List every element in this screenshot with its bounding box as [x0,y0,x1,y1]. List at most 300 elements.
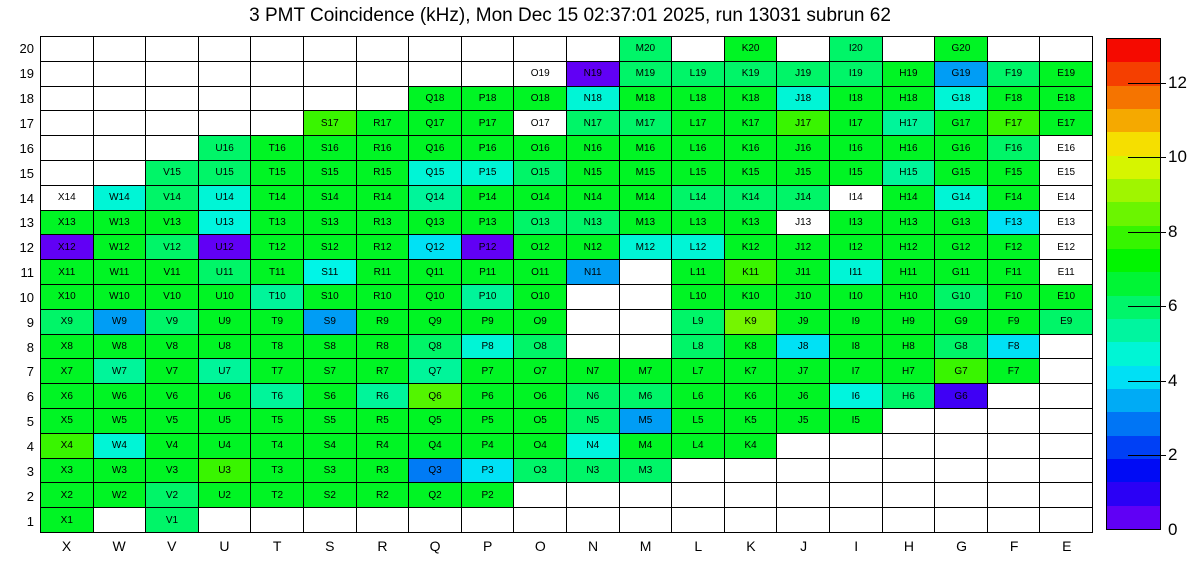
heatmap-cell [145,135,198,160]
heatmap-cell [619,309,672,334]
column-label: S [325,538,335,554]
heatmap-cell: M18 [619,86,672,111]
heatmap-cell [724,458,777,483]
heatmap-cell: H8 [882,334,935,359]
heatmap-cell: U7 [198,358,251,383]
heatmap-cell: H14 [882,185,935,210]
heatmap-cell [303,507,356,532]
heatmap-cell: J11 [776,259,829,284]
heatmap-cell [93,507,146,532]
heatmap-cell [619,482,672,507]
heatmap-cell: J13 [776,210,829,235]
heatmap-cell [40,86,93,111]
heatmap-cell: X4 [40,433,93,458]
heatmap-cell: I6 [829,383,882,408]
heatmap-cell: L7 [671,358,724,383]
heatmap-cell [198,61,251,86]
heatmap-cell: L18 [671,86,724,111]
heatmap-cell [671,36,724,61]
heatmap-cell: Q6 [408,383,461,408]
column-label: K [746,538,756,554]
heatmap-cell: V14 [145,185,198,210]
heatmap-cell [934,482,987,507]
heatmap-cell: J9 [776,309,829,334]
heatmap-cell: S13 [303,210,356,235]
heatmap-cell: T14 [250,185,303,210]
heatmap-cell: L12 [671,234,724,259]
column-label: G [956,538,967,554]
heatmap-cell: Q3 [408,458,461,483]
heatmap-cell [198,110,251,135]
heatmap-cell: E11 [1039,259,1092,284]
heatmap-cell [250,36,303,61]
heatmap-cell [461,36,514,61]
colorbar-band [1107,179,1160,202]
heatmap-cell: I12 [829,234,882,259]
heatmap-cell: Q4 [408,433,461,458]
heatmap-cell: G9 [934,309,987,334]
heatmap-cell: L17 [671,110,724,135]
colorbar-tick-label: 0 [1168,520,1178,539]
heatmap-cell: R7 [356,358,409,383]
heatmap-cell: X12 [40,234,93,259]
heatmap-cell: S12 [303,234,356,259]
heatmap-cell [987,507,1040,532]
heatmap-cell: R12 [356,234,409,259]
heatmap-cell: J7 [776,358,829,383]
heatmap-cell: M13 [619,210,672,235]
heatmap-cell [93,61,146,86]
heatmap-cell: R17 [356,110,409,135]
heatmap-cell: L14 [671,185,724,210]
heatmap-cell: H9 [882,309,935,334]
heatmap-cell: I16 [829,135,882,160]
heatmap-cell [145,86,198,111]
heatmap-cell: J17 [776,110,829,135]
heatmap-cell: X13 [40,210,93,235]
heatmap-cell: M17 [619,110,672,135]
heatmap-cell: W5 [93,408,146,433]
colorbar-band [1107,366,1160,389]
row-label: 18 [19,91,34,107]
heatmap-cell: N19 [566,61,619,86]
colorbar-band [1107,506,1160,529]
heatmap-cell: N11 [566,259,619,284]
heatmap-cell: L15 [671,160,724,185]
heatmap-cell: E19 [1039,61,1092,86]
row-label: 10 [19,289,34,305]
heatmap-cell [303,36,356,61]
heatmap-cell [1039,36,1092,61]
heatmap-cell: J19 [776,61,829,86]
heatmap-cell: H13 [882,210,935,235]
heatmap-cell: N3 [566,458,619,483]
heatmap-cell: W10 [93,284,146,309]
heatmap-cell: S6 [303,383,356,408]
heatmap-cell: N17 [566,110,619,135]
heatmap-cell [408,36,461,61]
heatmap-cell: O4 [513,433,566,458]
heatmap-cell: S11 [303,259,356,284]
heatmap-cell: O5 [513,408,566,433]
row-label: 19 [19,66,34,82]
heatmap-cell [882,36,935,61]
heatmap-cell: O8 [513,334,566,359]
heatmap-cell [1039,458,1092,483]
heatmap-cell: O13 [513,210,566,235]
heatmap-cell: F14 [987,185,1040,210]
heatmap-cell: K11 [724,259,777,284]
column-label: W [112,538,126,554]
heatmap-cell: W13 [93,210,146,235]
heatmap-cell: X6 [40,383,93,408]
heatmap-cell: N14 [566,185,619,210]
heatmap-cell: M20 [619,36,672,61]
heatmap-cell: E16 [1039,135,1092,160]
colorbar-band [1107,132,1160,155]
heatmap-cell: F9 [987,309,1040,334]
heatmap-cell: G11 [934,259,987,284]
heatmap-cell: M15 [619,160,672,185]
heatmap-cell [303,61,356,86]
heatmap-cell: P7 [461,358,514,383]
heatmap-cell: T13 [250,210,303,235]
heatmap-cell: Q13 [408,210,461,235]
heatmap-cell [776,433,829,458]
heatmap-cell: Q16 [408,135,461,160]
colorbar-band [1107,156,1160,179]
colorbar-tick-label: 4 [1168,370,1178,390]
heatmap-cell: J12 [776,234,829,259]
column-label: Q [429,538,441,554]
heatmap-cell: Q2 [408,482,461,507]
heatmap-cell: Q18 [408,86,461,111]
heatmap-cell: E18 [1039,86,1092,111]
heatmap-cell [619,334,672,359]
colorbar-band [1107,482,1160,505]
heatmap-cell: P8 [461,334,514,359]
heatmap-cell: E14 [1039,185,1092,210]
heatmap-cell [934,433,987,458]
heatmap-cell: P16 [461,135,514,160]
heatmap-cell: O16 [513,135,566,160]
heatmap-cell: O12 [513,234,566,259]
heatmap-cell: T9 [250,309,303,334]
heatmap-cell [987,433,1040,458]
heatmap-cell: F8 [987,334,1040,359]
heatmap-cell [987,408,1040,433]
heatmap-cell: H19 [882,61,935,86]
row-label: 2 [26,488,34,504]
heatmap-cell: L4 [671,433,724,458]
heatmap-cell: V6 [145,383,198,408]
heatmap-cell: S8 [303,334,356,359]
row-label: 20 [19,41,34,57]
heatmap-cell [356,36,409,61]
heatmap-cell: U2 [198,482,251,507]
heatmap-cell: F19 [987,61,1040,86]
row-label: 6 [26,389,34,405]
heatmap-cell: J5 [776,408,829,433]
row-label: 14 [19,190,34,206]
heatmap-cell [93,135,146,160]
heatmap-cell: V12 [145,234,198,259]
heatmap-cell: U16 [198,135,251,160]
heatmap-cell [40,36,93,61]
heatmap-cell: O10 [513,284,566,309]
heatmap-cell [934,408,987,433]
heatmap-cell: M5 [619,408,672,433]
heatmap-cell: T12 [250,234,303,259]
heatmap-cell [408,507,461,532]
heatmap-cell: P10 [461,284,514,309]
heatmap-cell: V13 [145,210,198,235]
heatmap-cell: J10 [776,284,829,309]
heatmap-cell: H16 [882,135,935,160]
heatmap-cell [829,507,882,532]
colorbar-band [1107,412,1160,435]
heatmap-cell: K13 [724,210,777,235]
heatmap-cell: G18 [934,86,987,111]
heatmap-cell [40,160,93,185]
heatmap-cell [1039,507,1092,532]
heatmap-cell [566,284,619,309]
heatmap-cell [513,36,566,61]
heatmap-cell: O9 [513,309,566,334]
heatmap-cell: T5 [250,408,303,433]
heatmap-cell: N15 [566,160,619,185]
heatmap-cell: N18 [566,86,619,111]
heatmap-cell: N7 [566,358,619,383]
heatmap-cell: G20 [934,36,987,61]
heatmap-cell: O17 [513,110,566,135]
heatmap-cell: W11 [93,259,146,284]
column-label: X [61,538,72,554]
heatmap-cell: P2 [461,482,514,507]
heatmap-cell: V4 [145,433,198,458]
heatmap-cell: O18 [513,86,566,111]
heatmap-cell [40,61,93,86]
heatmap-cell: G6 [934,383,987,408]
heatmap-cell: P3 [461,458,514,483]
heatmap-cell: T6 [250,383,303,408]
heatmap-cell: F10 [987,284,1040,309]
heatmap-cell [93,86,146,111]
heatmap-cell [40,135,93,160]
column-label: H [903,538,914,554]
heatmap-cell: V1 [145,507,198,532]
heatmap-cell: W7 [93,358,146,383]
colorbar-band [1107,202,1160,225]
heatmap-cell: F17 [987,110,1040,135]
heatmap-cell: F15 [987,160,1040,185]
colorbar-band [1107,342,1160,365]
heatmap-cell: R13 [356,210,409,235]
heatmap-cell: E13 [1039,210,1092,235]
column-label: L [694,538,703,554]
heatmap-cell: Q12 [408,234,461,259]
heatmap-cell: J6 [776,383,829,408]
heatmap-cell: T11 [250,259,303,284]
heatmap-cell: P18 [461,86,514,111]
heatmap-cell: P17 [461,110,514,135]
heatmap-cell: M3 [619,458,672,483]
heatmap-cell [1039,482,1092,507]
heatmap-cell: X1 [40,507,93,532]
row-label: 5 [26,414,34,430]
heatmap-cell: G12 [934,234,987,259]
heatmap-cell: H7 [882,358,935,383]
heatmap-cell [882,433,935,458]
heatmap-cell: T4 [250,433,303,458]
heatmap-cell: P9 [461,309,514,334]
heatmap-cell: V15 [145,160,198,185]
heatmap-cell: R8 [356,334,409,359]
heatmap-cell: X11 [40,259,93,284]
heatmap-cell: S14 [303,185,356,210]
row-label: 9 [26,314,34,330]
colorbar-tick-mark [1128,83,1166,84]
heatmap-cell: H11 [882,259,935,284]
heatmap-cell: K4 [724,433,777,458]
heatmap-cell: E12 [1039,234,1092,259]
heatmap-cell [198,36,251,61]
row-label: 17 [19,115,34,131]
heatmap-cell: K17 [724,110,777,135]
heatmap-cell [934,458,987,483]
row-label: 1 [26,513,34,529]
heatmap-cell [671,507,724,532]
heatmap-cell [93,36,146,61]
heatmap-cell [724,482,777,507]
heatmap-cell: Q14 [408,185,461,210]
heatmap-cell: L9 [671,309,724,334]
heatmap-cell: R15 [356,160,409,185]
heatmap-cell: I13 [829,210,882,235]
heatmap-cell: U14 [198,185,251,210]
row-label: 7 [26,364,34,380]
heatmap-cell: Q17 [408,110,461,135]
heatmap-cell: F18 [987,86,1040,111]
heatmap-cell: O15 [513,160,566,185]
heatmap-cell: T3 [250,458,303,483]
heatmap-cell: O14 [513,185,566,210]
heatmap-cell: F12 [987,234,1040,259]
heatmap-cell [671,458,724,483]
heatmap-cell [987,458,1040,483]
heatmap-cell: S7 [303,358,356,383]
heatmap-cell: L10 [671,284,724,309]
heatmap-cell [303,86,356,111]
heatmap-cell [566,36,619,61]
heatmap-cell: V2 [145,482,198,507]
heatmap-cell: H15 [882,160,935,185]
heatmap-cell: M14 [619,185,672,210]
heatmap-cell: Q15 [408,160,461,185]
row-label: 16 [19,140,34,156]
heatmap-cell: G8 [934,334,987,359]
column-label: R [377,538,388,554]
heatmap-cell: I15 [829,160,882,185]
heatmap-cell: F13 [987,210,1040,235]
heatmap-cell: K18 [724,86,777,111]
heatmap-cell [93,110,146,135]
heatmap-cell: I14 [829,185,882,210]
row-label: 8 [26,339,34,355]
heatmap-cell [619,507,672,532]
heatmap-cell: Q5 [408,408,461,433]
heatmap-cell: W6 [93,383,146,408]
heatmap-cell: M4 [619,433,672,458]
heatmap-cell [1039,358,1092,383]
heatmap-cell [40,110,93,135]
heatmap-cell: R9 [356,309,409,334]
heatmap-cell [724,507,777,532]
heatmap-cell [356,507,409,532]
heatmap-cell [987,383,1040,408]
heatmap-cell: O11 [513,259,566,284]
heatmap-cell: L5 [671,408,724,433]
heatmap-cell: T10 [250,284,303,309]
heatmap-cell: Q7 [408,358,461,383]
heatmap-cell: R10 [356,284,409,309]
heatmap-cell: G7 [934,358,987,383]
heatmap-cell: R6 [356,383,409,408]
heatmap-cell: O3 [513,458,566,483]
heatmap-grid [40,36,1093,533]
column-label: O [534,538,546,554]
heatmap-cell: X10 [40,284,93,309]
heatmap-cell [250,507,303,532]
column-label: T [272,538,282,554]
heatmap-cell: R16 [356,135,409,160]
heatmap-cell: V11 [145,259,198,284]
heatmap-cell: O7 [513,358,566,383]
heatmap-cell: N6 [566,383,619,408]
heatmap-cell: W8 [93,334,146,359]
heatmap-cell: S4 [303,433,356,458]
colorbar-band [1107,39,1160,62]
heatmap-cell: S17 [303,110,356,135]
heatmap-cell: X5 [40,408,93,433]
heatmap-cell: P4 [461,433,514,458]
heatmap-cell: P6 [461,383,514,408]
heatmap-cell [776,458,829,483]
heatmap-cell: I17 [829,110,882,135]
heatmap-cell: K14 [724,185,777,210]
colorbar-tick-mark [1128,232,1166,233]
heatmap-cell: V7 [145,358,198,383]
row-label: 11 [20,265,34,281]
heatmap-cell: H18 [882,86,935,111]
heatmap-cell [882,482,935,507]
heatmap-cell: J15 [776,160,829,185]
heatmap-cell: U8 [198,334,251,359]
heatmap-cell [882,507,935,532]
heatmap-cell: E10 [1039,284,1092,309]
heatmap-cell: M7 [619,358,672,383]
heatmap-cell: I11 [829,259,882,284]
heatmap-cell [566,482,619,507]
colorbar-tick-mark [1128,306,1166,307]
heatmap-cell: U11 [198,259,251,284]
colorbar-band [1107,109,1160,132]
heatmap-cell: K7 [724,358,777,383]
heatmap-cell: G13 [934,210,987,235]
row-label: 15 [19,165,34,181]
heatmap-cell: K5 [724,408,777,433]
heatmap-cell: V10 [145,284,198,309]
